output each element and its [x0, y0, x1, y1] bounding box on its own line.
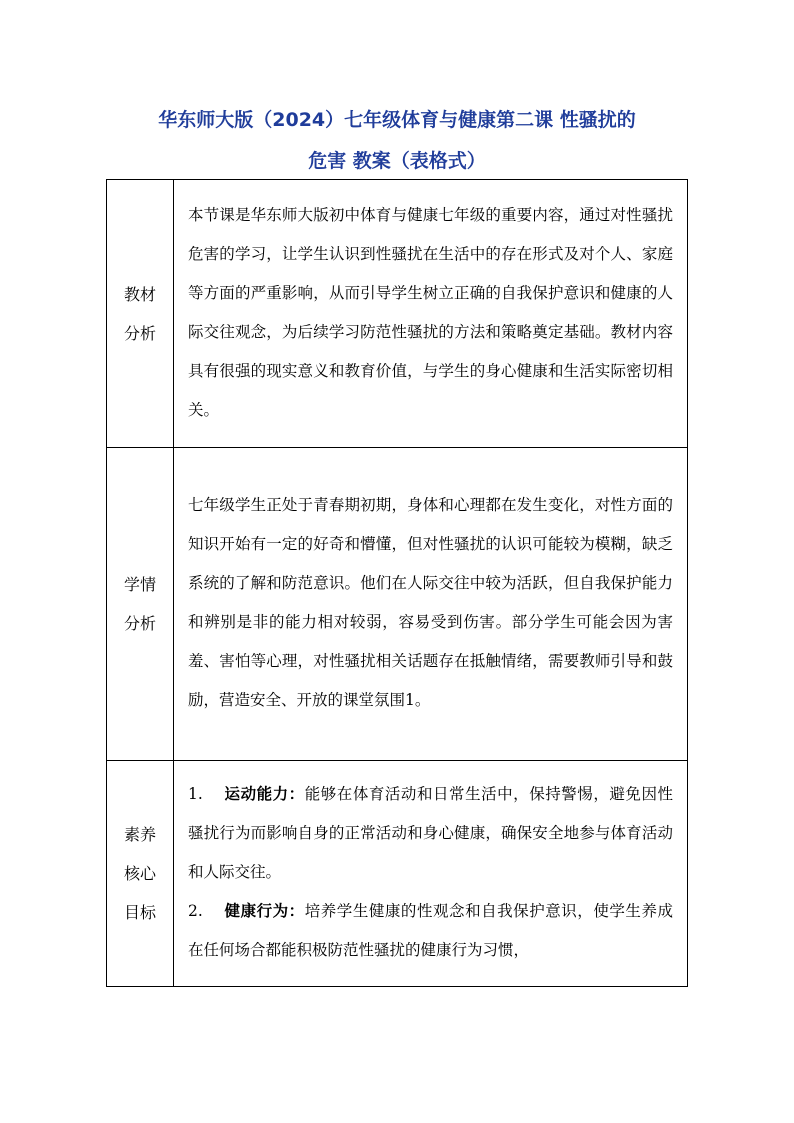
row-content — [174, 180, 688, 448]
item-keyword: 运动能力： — [224, 785, 305, 803]
lesson-plan-table — [106, 179, 688, 987]
label-text: 目标 — [123, 903, 156, 922]
item-number: 1. — [188, 785, 203, 803]
list-item — [188, 892, 673, 970]
label-text: 分析 — [123, 614, 156, 633]
row-content — [174, 761, 688, 987]
content-paragraph: 本节课是华东师大版初中体育与健康七年级的重要内容，通过对性骚扰危害的学习，让学生认识到性骚扰在生活中的存在形式及对个人、家庭等方面的严重影响，从而引导学生树立正确的自我保护意识和健康的人际交往观念，为后续学习防范性骚扰的方法和策略奠定基础。教材内容具有很强的现实意义和教育价值，与学生的身心健康和生活实际密切相关。 — [188, 205, 673, 419]
label-text: 核心 — [123, 864, 156, 883]
content-paragraph: 七年级学生正处于青春期初期，身体和心理都在发生变化，对性方面的知识开始有一定的好奇和懵懂，但对性骚扰的认识可能较为模糊，缺乏系统的了解和防范意识。他们在人际交往中较为活跃，但自我保护能力和辨别是非的能力相对较弱，容易受到伤害。部分学生可能会因为害羞、害怕等心理，对性骚扰相关话题存在抵触情绪，需要教师引导和鼓励，营造安全、开放的课堂氛围1。 — [188, 496, 673, 709]
label-text: 分析 — [123, 323, 156, 343]
title-line-1: 华东师大版（2024）七年级体育与健康第二课 性骚扰的 — [158, 109, 636, 131]
table-row — [107, 448, 688, 761]
table-row — [107, 180, 688, 448]
document-title — [106, 100, 688, 182]
row-label — [107, 761, 174, 987]
title-line-2: 危害 教案（表格式） — [308, 150, 486, 172]
label-text: 素养 — [123, 825, 156, 844]
item-keyword: 健康行为： — [224, 902, 305, 920]
row-content — [174, 448, 688, 761]
label-text: 教材 — [123, 284, 156, 304]
table-row — [107, 761, 688, 987]
list-item — [188, 775, 673, 892]
item-number: 2. — [188, 902, 203, 920]
row-label — [107, 448, 174, 761]
item-text: 培养学生健康的性观念和自我保护意识，使学生养成在任何场合都能积极防范性骚扰的健康行为习惯， — [188, 902, 673, 959]
row-label — [107, 180, 174, 448]
item-text: 能够在体育活动和日常生活中，保持警惕，避免因性骚扰行为而影响自身的正常活动和身心健康，确保安全地参与体育活动和人际交往。 — [188, 785, 673, 881]
label-text: 学情 — [123, 575, 156, 594]
